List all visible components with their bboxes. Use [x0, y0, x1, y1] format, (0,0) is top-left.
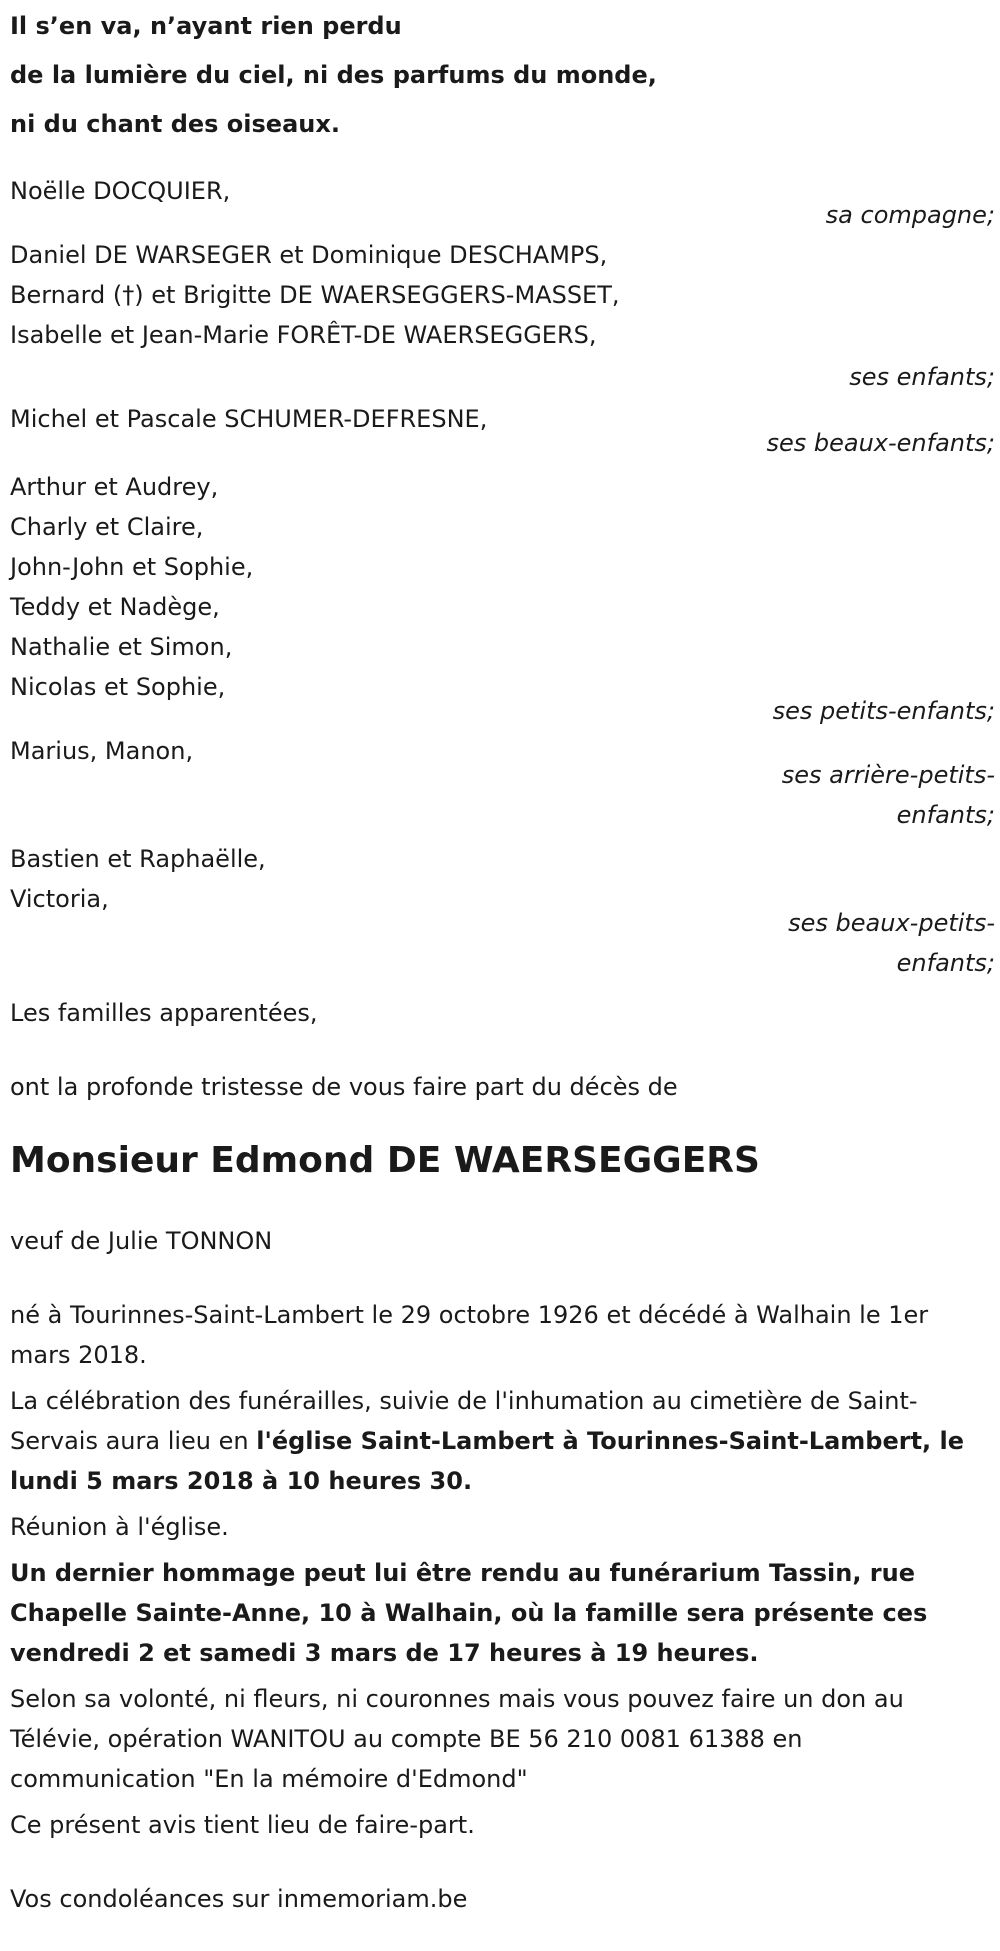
child-line-2: Bernard (†) et Brigitte DE WAERSEGGERS-MASSET, — [10, 281, 620, 309]
step-grandchild-line-2: Victoria, — [10, 885, 109, 913]
grandchild-line-6: Nicolas et Sophie, — [10, 673, 226, 701]
grandchildren-block — [10, 467, 1000, 731]
poem-line-3: ni du chant des oiseaux. — [10, 110, 340, 138]
children-role: ses enfants; — [849, 363, 995, 391]
grandchildren-role: ses petits-enfants; — [772, 697, 995, 725]
poem-line-1: Il s’en va, n’ayant rien perdu — [10, 12, 402, 40]
deceased-name: Monsieur Edmond DE WAERSEGGERS — [10, 1140, 760, 1181]
in-laws-name: Michel et Pascale SCHUMER-DEFRESNE, — [10, 405, 488, 433]
great-grandchildren-role-1: ses arrière-petits- — [781, 761, 995, 789]
child-line-3: Isabelle et Jean-Marie FORÊT-DE WAERSEGGERS, — [10, 321, 597, 349]
child-line-1: Daniel DE WARSEGER et Dominique DESCHAMPS, — [10, 241, 608, 269]
widower-line: veuf de Julie TONNON — [10, 1227, 273, 1255]
children-block — [10, 235, 1000, 397]
grandchild-line-3: John-John et Sophie, — [10, 553, 254, 581]
grandchild-line-2: Charly et Claire, — [10, 513, 204, 541]
in-laws-block — [10, 399, 1000, 463]
obituary-notice — [0, 2, 1000, 1919]
companion-name: Noëlle DOCQUIER, — [10, 177, 231, 205]
grandchild-line-1: Arthur et Audrey, — [10, 473, 219, 501]
funeral-paragraph — [10, 1381, 990, 1501]
grandchild-line-5: Nathalie et Simon, — [10, 633, 233, 661]
families-line: Les familles apparentées, — [10, 999, 318, 1027]
step-grandchildren-block — [10, 839, 1000, 983]
companion-role: sa compagne; — [825, 201, 995, 229]
announcement-line: ont la profonde tristesse de vous faire part du décès de — [10, 1073, 678, 1101]
meeting-paragraph: Réunion à l'église. — [10, 1513, 229, 1541]
great-grandchildren-role-2: enfants; — [896, 801, 995, 829]
poem-line-2: de la lumière du ciel, ni des parfums du monde, — [10, 61, 657, 89]
birth-death-paragraph: né à Tourinnes-Saint-Lambert le 29 octobre 1926 et décédé à Walhain le 1er mars 2018. — [10, 1301, 929, 1369]
donation-paragraph: Selon sa volonté, ni fleurs, ni couronnes mais vous pouvez faire un don au Télévie, opération WANITOU au compte BE 56 210 0081 61388 en communication "En la mémoire d'Edmond" — [10, 1685, 904, 1793]
poem — [10, 2, 1000, 149]
in-laws-role: ses beaux-enfants; — [766, 429, 995, 457]
great-grandchildren-name: Marius, Manon, — [10, 737, 194, 765]
funeral-details: l'église Saint-Lambert à Tourinnes-Saint-Lambert, le lundi 5 mars 2018 à 10 heures 30. — [10, 1427, 965, 1495]
funeral-intro: La célébration des funérailles, suivie de l'inhumation au cimetière de Saint-Servais aura lieu en — [10, 1387, 918, 1455]
great-grandchildren-block — [10, 731, 1000, 835]
companion-block — [10, 171, 1000, 235]
notice-paragraph: Ce présent avis tient lieu de faire-part. — [10, 1811, 475, 1839]
tribute-paragraph: Un dernier hommage peut lui être rendu au funérarium Tassin, rue Chapelle Sainte-Anne, 10 à Walhain, où la famille sera présente ces vendredi 2 et samedi 3 mars de 17 heures à 19 heures. — [10, 1559, 928, 1667]
step-grandchildren-role-2: enfants; — [896, 949, 995, 977]
step-grandchildren-role-1: ses beaux-petits- — [788, 909, 995, 937]
grandchild-line-4: Teddy et Nadège, — [10, 593, 220, 621]
condolences-line: Vos condoléances sur inmemoriam.be — [10, 1885, 468, 1913]
step-grandchild-line-1: Bastien et Raphaëlle, — [10, 845, 266, 873]
